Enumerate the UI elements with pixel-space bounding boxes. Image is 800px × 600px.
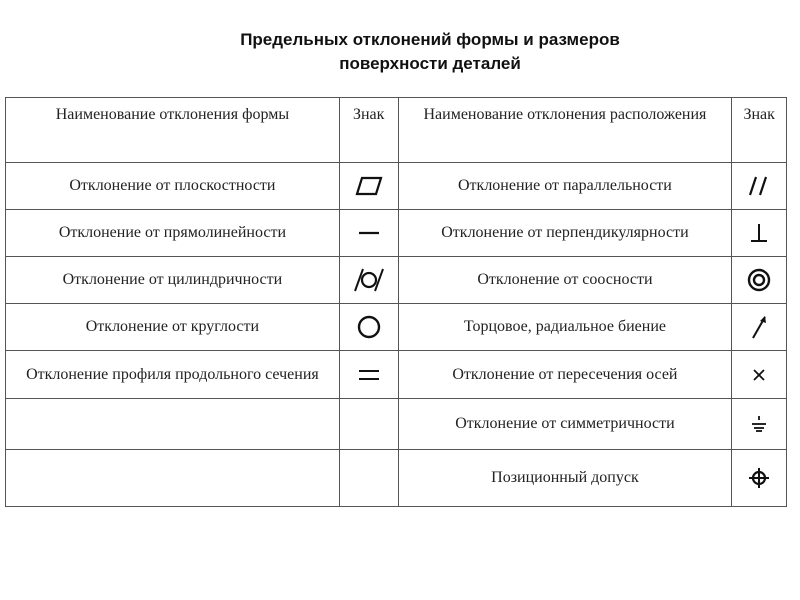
position-deviation-label: Отклонение от пересечения осей [398, 351, 732, 399]
parallelism-icon [744, 173, 774, 199]
cylindricity-icon [351, 265, 387, 295]
form-deviation-label: Отклонение от плоскостности [6, 163, 340, 210]
form-deviation-label: Отклонение профиля продольного сечения [6, 351, 340, 399]
header-position-sign: Знак [732, 98, 787, 163]
table-row [6, 210, 787, 257]
position-deviation-label: Торцовое, радиальное биение [398, 304, 732, 351]
profile-longitudinal-icon [354, 365, 384, 385]
runout-icon [746, 312, 772, 342]
flatness-icon [351, 174, 387, 198]
position-deviation-label: Отклонение от соосности [398, 257, 732, 304]
position-deviation-label: Отклонение от перпендикулярности [398, 210, 732, 257]
empty-cell [339, 450, 398, 507]
roundness-icon [354, 312, 384, 342]
table-row [6, 450, 787, 507]
position-icon [746, 465, 772, 491]
page-title [0, 28, 800, 76]
empty-cell [6, 450, 340, 507]
coaxiality-icon [745, 266, 773, 294]
form-deviation-label: Отклонение от цилиндричности [6, 257, 340, 304]
form-deviation-label: Отклонение от круглости [6, 304, 340, 351]
empty-cell [339, 399, 398, 450]
title-line-1: Предельных отклонений формы и размеров [240, 30, 620, 49]
position-deviation-label: Отклонение от параллельности [398, 163, 732, 210]
position-deviation-label: Позиционный допуск [398, 450, 732, 507]
header-form-sign: Знак [339, 98, 398, 163]
position-deviation-label: Отклонение от симметричности [398, 399, 732, 450]
table-row [6, 399, 787, 450]
form-deviation-label: Отклонение от прямолинейности [6, 210, 340, 257]
axis-intersection-icon [747, 363, 771, 387]
perpendicularity-icon [746, 220, 772, 246]
table-row [6, 351, 787, 399]
empty-cell [6, 399, 340, 450]
header-form-name: Наименование отклонения формы [6, 98, 340, 163]
table-row [6, 257, 787, 304]
straightness-icon [354, 223, 384, 243]
header-position-name: Наименование отклонения расположения [398, 98, 732, 163]
tolerance-table [5, 97, 787, 507]
symmetry-icon [747, 412, 771, 436]
table-row [6, 163, 787, 210]
table-row [6, 304, 787, 351]
table-header-row [6, 98, 787, 163]
title-line-2: поверхности деталей [339, 54, 521, 73]
